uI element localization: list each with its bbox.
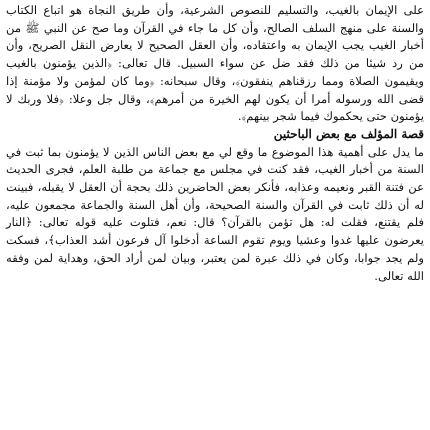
body-paragraph-2: ما يدل على أهمية هذا الموضوع ما وقع لي مع بعض الناس الذين لا يؤمنون بما ثبت في السنة من أخبار الغيب، فقد كنت في مجلس مع جماعة من طلبة العلم، فجرى الحديث عن فتنة القبر ونعيمه وعذابه، فأنكر بعض الحاضرين ذلك بحجة أن العقل لا يقبله، فبينت له أن ذلك ثابت في القرآن والسنة الصحيحة، وأن أهل السنة والجماعة مجمعون عليه، فلم يقتنع، فقلت له: هل تؤمن بالقرآن؟ قال: نعم، فتلوت عليه قوله تعالى: ﴿النار يعرضون عليها غدوا وعشيا ويوم تقوم الساعة أدخلوا آل فرعون أشد العذاب﴾، فسكت ولم يجد جوابا، وكان في ذلك عبرة لمن يعتبر، وبيان لمن أراد الحق، وهداية لمن وفقه الله تعالى. [6, 144, 424, 283]
body-paragraph-1: على الإيمان بالغيب، والتسليم للنصوص الشرعية، وأن طريق النجاة هو اتباع الكتاب والسنة على منهج السلف الصالح، وأن كل ما جاء في القرآن وما صح عن النبي ﷺ من أخبار الغيب يجب الإيمان به واعتقاده، وأن العقل الصحيح لا يعارض النقل الصريح، وأن من رد شيئا من ذلك فقد ضل عن سواء السبيل. قال تعالى: ﴿الذين يؤمنون بالغيب ويقيمون الصلاة ومما رزقناهم ينفقون﴾، وقال سبحانه: ﴿وما كان لمؤمن ولا مؤمنة إذا قضى الله ورسوله أمرا أن يكون لهم الخيرة من أمرهم﴾، وقال جل وعلا: ﴿فلا وربك لا يؤمنون حتى يحكموك فيما شجر بينهم﴾. [6, 3, 424, 124]
section-heading: قصة المؤلف مع بعض الباحثين [273, 126, 424, 141]
